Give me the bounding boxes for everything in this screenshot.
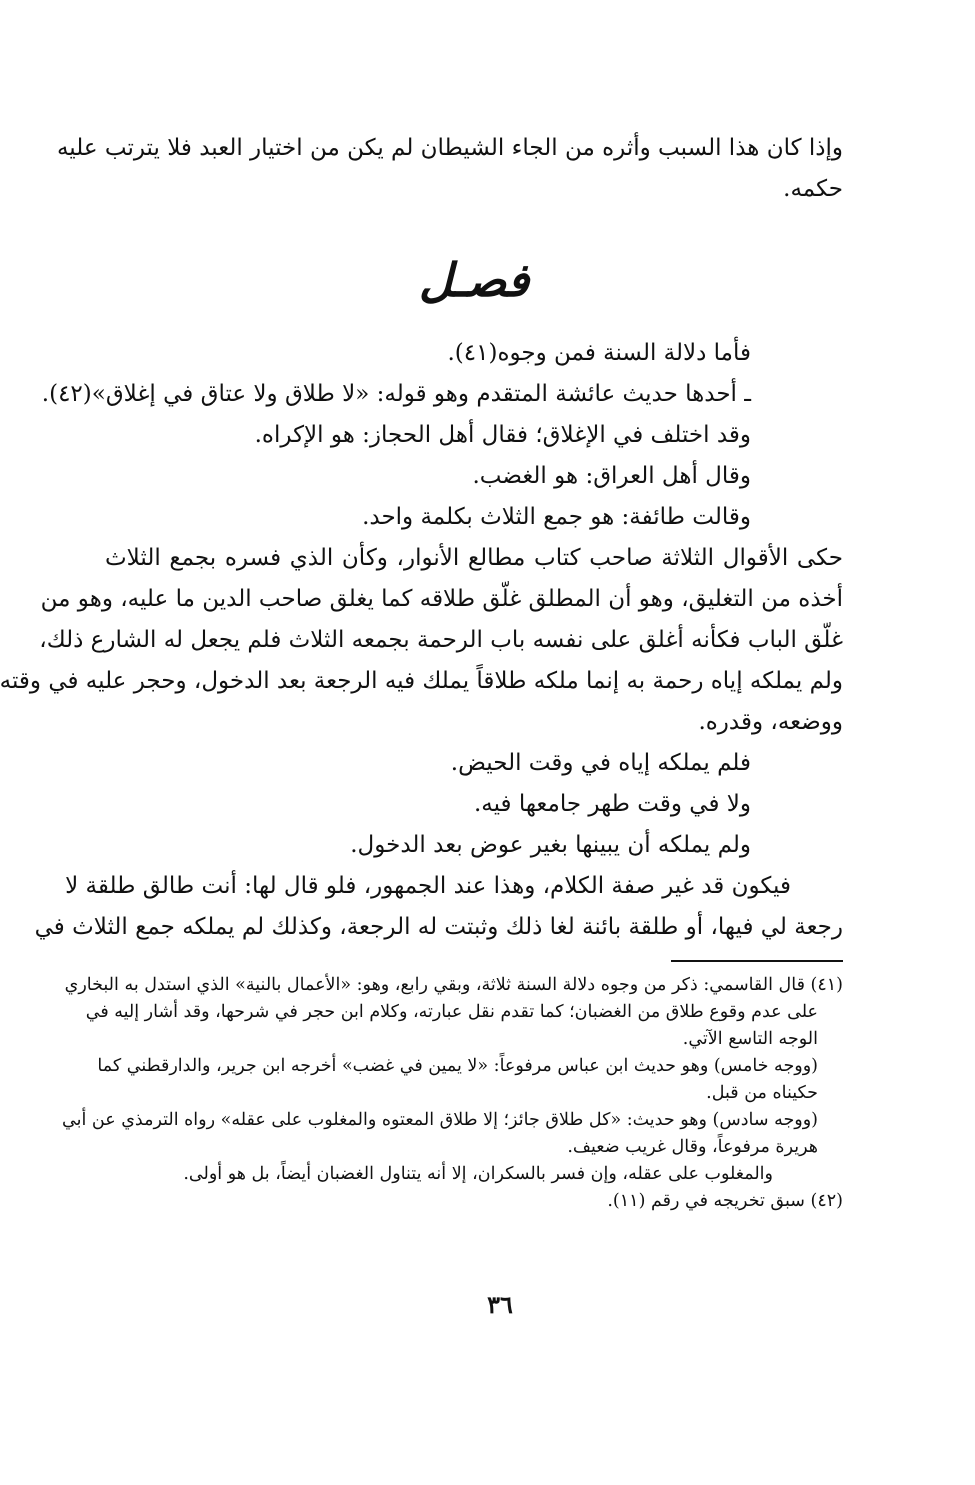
- footnote-line: على عدم وقوع طلاق من الغضبان؛ كما تقدم نقل عبارته، وكلام ابن حجر في شرحها، وقد أشار إليه في: [85, 1002, 818, 1022]
- body-line: ـ أحدها حديث عائشة المتقدم وهو قوله: «لا طلاق ولا عتاق في إغلاق»(٤٢).: [41, 381, 751, 407]
- body-line: وقالت طائفة: هو جمع الثلاث بكلمة واحد.: [362, 504, 751, 530]
- footnote-line: والمغلوب على عقله، وإن فسر بالسكران، إلا أنه يتناول الغضبان أيضاً، بل هو أولى.: [183, 1164, 773, 1184]
- footnote-line: هريرة مرفوعاً، وقال غريب ضعيف.: [567, 1137, 818, 1157]
- body-line: رجعة لي فيها، أو طلقة بائنة لغا ذلك وثبتت له الرجعة، وكذلك لم يملكه جمع الثلاث في: [34, 914, 843, 940]
- footnote-divider: [671, 960, 843, 962]
- footnote-line: (ووجه خامس) وهو حديث ابن عباس مرفوعاً: «لا يمين في غضب» أخرجه ابن جرير، والدارقطني كما: [97, 1056, 818, 1076]
- body-line: ولم يملكه إياه رحمة به إنما ملكه طلاقاً يملك فيه الرجعة بعد الدخول، وحجر عليه في وقته: [0, 668, 843, 694]
- body-line: غلّق الباب فكأنه أغلق على نفسه باب الرحمة بجمعه الثلاث فلم يجعل له الشارع ذلك،: [39, 627, 843, 653]
- body-line: أخذه من التغليق، وهو أن المطلق غلّق طلاقه كما يغلق صاحب الدين ما عليه، وهو من: [40, 586, 843, 612]
- body-line: حكى الأقوال الثلاثة صاحب كتاب مطالع الأنوار، وكأن الذي فسره بجمع الثلاث: [105, 545, 843, 571]
- footnote-line: الوجه التاسع الآتي.: [682, 1029, 818, 1049]
- body-line: ووضعه، وقدره.: [698, 709, 843, 735]
- page-number: ٣٦: [487, 1290, 513, 1319]
- body-line: ولم يملكه أن يبينها بغير عوض بعد الدخول.: [350, 832, 751, 858]
- section-heading: [105, 232, 843, 327]
- intro-line: وإذا كان هذا السبب وأثره من الجاء الشيطان لم يكن من اختيار العبد فلا يترتب عليه: [56, 135, 843, 161]
- intro-line: حكمه.: [783, 176, 843, 202]
- body-line: وقال أهل العراق: هو الغضب.: [472, 463, 751, 489]
- footnote-line: (ووجه سادس) وهو حديث: «كل طلاق جائز؛ إلا طلاق المعتوه والمغلوب على عقله» رواه الترمذي عن أبي: [61, 1110, 818, 1130]
- body-line: وقد اختلف في الإغلاق؛ فقال أهل الحجاز: هو الإكراه.: [254, 422, 751, 448]
- footnote-line: حكيناه من قبل.: [706, 1083, 818, 1103]
- document-page: [0, 128, 843, 1215]
- body-line: فلم يملكه إياه في وقت الحيض.: [450, 750, 751, 776]
- footnote-line: (٤١) قال القاسمي: ذكر من وجوه دلالة السنة ثلاثة، وبقي رابع، وهو: «الأعمال بالنية» الذي استدل به البخاري: [64, 975, 843, 995]
- body-line: ولا في وقت طهر جامعها فيه.: [473, 791, 751, 817]
- section-heading-text: فصـل: [418, 252, 530, 307]
- footnotes: [61, 960, 843, 1215]
- footnote-line: (٤٢) سبق تخريجه في رقم (١١).: [607, 1191, 843, 1211]
- body-line: فأما دلالة السنة فمن وجوه(٤١).: [447, 340, 751, 366]
- body-line: فيكون قد غير صفة الكلام، وهذا عند الجمهور، فلو قال لها: أنت طالق طلقة لا: [65, 873, 791, 899]
